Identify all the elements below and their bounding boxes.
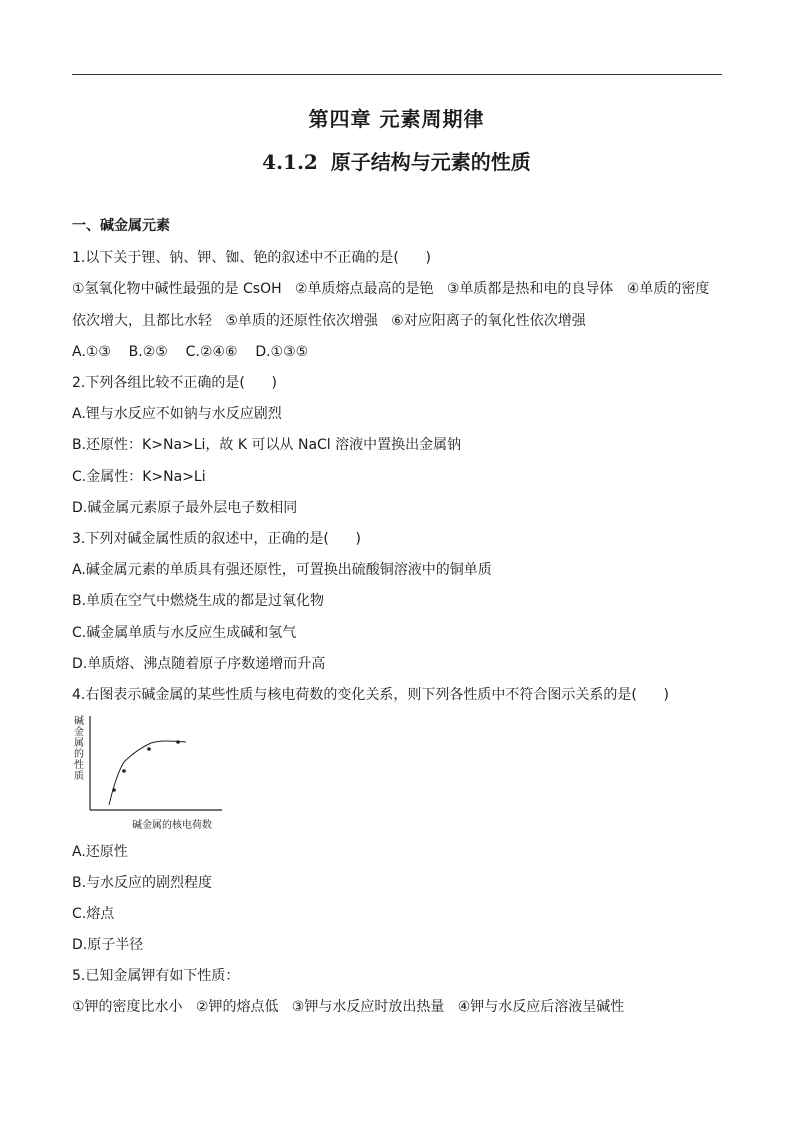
- q1-statements-line1: ①氢氧化物中碱性最强的是 CsOH ②单质熔点最高的是铯 ③单质都是热和电的良导体 ④单质的密度: [72, 281, 710, 297]
- chapter-title: 第四章 元素周期律: [308, 107, 485, 131]
- point-3: [147, 747, 151, 751]
- point-4: [176, 740, 180, 744]
- q4-option-a: A.还原性: [72, 844, 128, 860]
- q4-stem: 4.右图表示碱金属的某些性质与核电荷数的变化关系，则下列各性质中不符合图示关系的是( ): [72, 687, 669, 703]
- q2-option-a: A.锂与水反应不如钠与水反应剧烈: [72, 406, 282, 422]
- q4-option-b: B.与水反应的剧烈程度: [72, 875, 213, 891]
- q3-option-d: D.单质熔、沸点随着原子序数递增而升高: [72, 656, 326, 672]
- point-2: [122, 769, 126, 773]
- q4-option-d: D.原子半径: [72, 937, 144, 953]
- q5-stem: 5.已知金属钾有如下性质：: [72, 968, 240, 984]
- q3-option-b: B.单质在空气中燃烧生成的都是过氧化物: [72, 593, 325, 609]
- section-title: 4.1.2 原子结构与元素的性质: [262, 150, 531, 174]
- q5-statements: ①钾的密度比水小 ②钾的熔点低 ③钾与水反应时放出热量 ④钾与水反应后溶液呈碱性: [72, 999, 625, 1015]
- point-1: [112, 788, 116, 792]
- figure-x-label: 碱金属的核电荷数: [132, 820, 212, 831]
- trend-figure: [72, 714, 232, 832]
- q2-option-c: C.金属性：K>Na>Li: [72, 469, 206, 485]
- q2-option-d: D.碱金属元素原子最外层电子数相同: [72, 500, 298, 516]
- trend-curve-plot: [72, 714, 232, 818]
- trend-curve: [109, 741, 186, 805]
- q3-option-c: C.碱金属单质与水反应生成碱和氢气: [72, 625, 297, 641]
- figure-y-label: 碱金属的性质: [74, 716, 84, 782]
- q3-stem: 3.下列对碱金属性质的叙述中，正确的是( ): [72, 531, 361, 547]
- q3-option-a: A.碱金属元素的单质具有强还原性，可置换出硫酸铜溶液中的铜单质: [72, 562, 492, 578]
- q2-stem: 2.下列各组比较不正确的是( ): [72, 375, 277, 391]
- q1-options: A.①③ B.②⑤ C.②④⑥ D.①③⑤: [72, 344, 309, 360]
- q4-option-c: C.熔点: [72, 906, 115, 922]
- header-rule: [72, 74, 722, 75]
- q2-option-b: B.还原性：K>Na>Li，故 K 可以从 NaCl 溶液中置换出金属钠: [72, 437, 462, 453]
- q1-statements-line2: 依次增大，且都比水轻 ⑤单质的还原性依次增强 ⑥对应阳离子的氧化性依次增强: [72, 313, 586, 329]
- part-title: 一、碱金属元素: [72, 218, 170, 234]
- q1-stem: 1.以下关于锂、钠、钾、铷、铯的叙述中不正确的是( ): [72, 250, 431, 266]
